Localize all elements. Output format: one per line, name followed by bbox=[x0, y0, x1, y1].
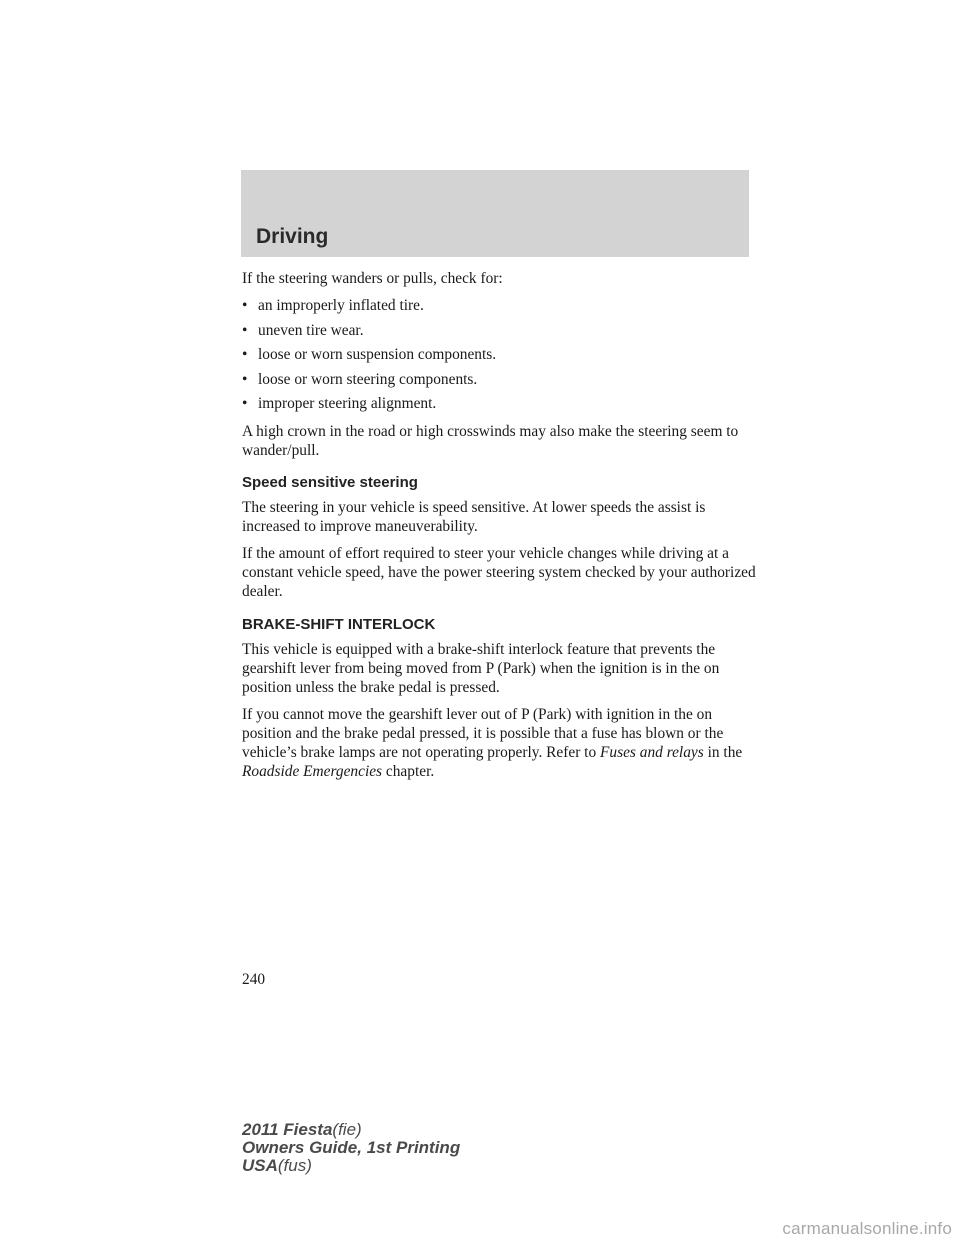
bullet-icon: • bbox=[242, 370, 248, 388]
footer-market-line: USA(fus) bbox=[242, 1156, 312, 1175]
speed-steering-paragraph-2: If the amount of effort required to steer your vehicle changes while driving at a constant vehicle speed, have the power steering system checked by your authorized dealer. bbox=[242, 545, 756, 600]
interlock-paragraph-1: This vehicle is equipped with a brake-shift interlock feature that prevents the gearshift lever from being moved from P (Park) when the ignition is in the on position unless the brake pedal is pressed. bbox=[242, 641, 720, 696]
interlock-paragraph-2: If you cannot move the gearshift lever out of P (Park) with ignition in the on position and the brake pedal pressed, it is possible that a fuse has blown or the vehicle’s brake lamps are not operating properly. Refer to Fuses and relays in the Roadside Emergencies chapter. bbox=[242, 706, 743, 780]
list-item: • an improperly inflated tire. bbox=[242, 297, 424, 314]
footer-model-line: 2011 Fiesta(fie) bbox=[242, 1120, 362, 1139]
bullet-icon: • bbox=[242, 297, 248, 314]
crown-crosswind-note: A high crown in the road or high crosswinds may also make the steering seem to wander/pull. bbox=[242, 423, 739, 459]
bullet-icon: • bbox=[242, 395, 248, 412]
speed-steering-paragraph-1: The steering in your vehicle is speed sensitive. At lower speeds the assist is increased to improve maneuverability. bbox=[242, 499, 706, 535]
list-item: • loose or worn suspension components. bbox=[242, 346, 497, 363]
page-number: 240 bbox=[242, 971, 266, 988]
list-item: • uneven tire wear. bbox=[242, 321, 364, 339]
page-content bbox=[242, 269, 757, 789]
bullet-icon: • bbox=[242, 321, 248, 339]
list-item: • improper steering alignment. bbox=[242, 395, 437, 412]
section-title: Driving bbox=[256, 225, 329, 248]
watermark: carmanualsonline.info bbox=[782, 1219, 952, 1238]
roadside-emergencies-reference: Roadside Emergencies bbox=[242, 763, 383, 780]
steering-checklist bbox=[242, 296, 757, 413]
bullet-icon: • bbox=[242, 346, 248, 363]
list-item: • loose or worn steering components. bbox=[242, 370, 478, 388]
footer-printing-line: Owners Guide, 1st Printing bbox=[242, 1138, 461, 1157]
interlock-heading: BRAKE-SHIFT INTERLOCK bbox=[242, 616, 436, 633]
fuses-relays-reference: Fuses and relays bbox=[600, 744, 704, 761]
steering-check-intro: If the steering wanders or pulls, check for: bbox=[242, 270, 503, 287]
speed-steering-heading: Speed sensitive steering bbox=[242, 474, 418, 491]
print-footer bbox=[242, 1121, 460, 1175]
